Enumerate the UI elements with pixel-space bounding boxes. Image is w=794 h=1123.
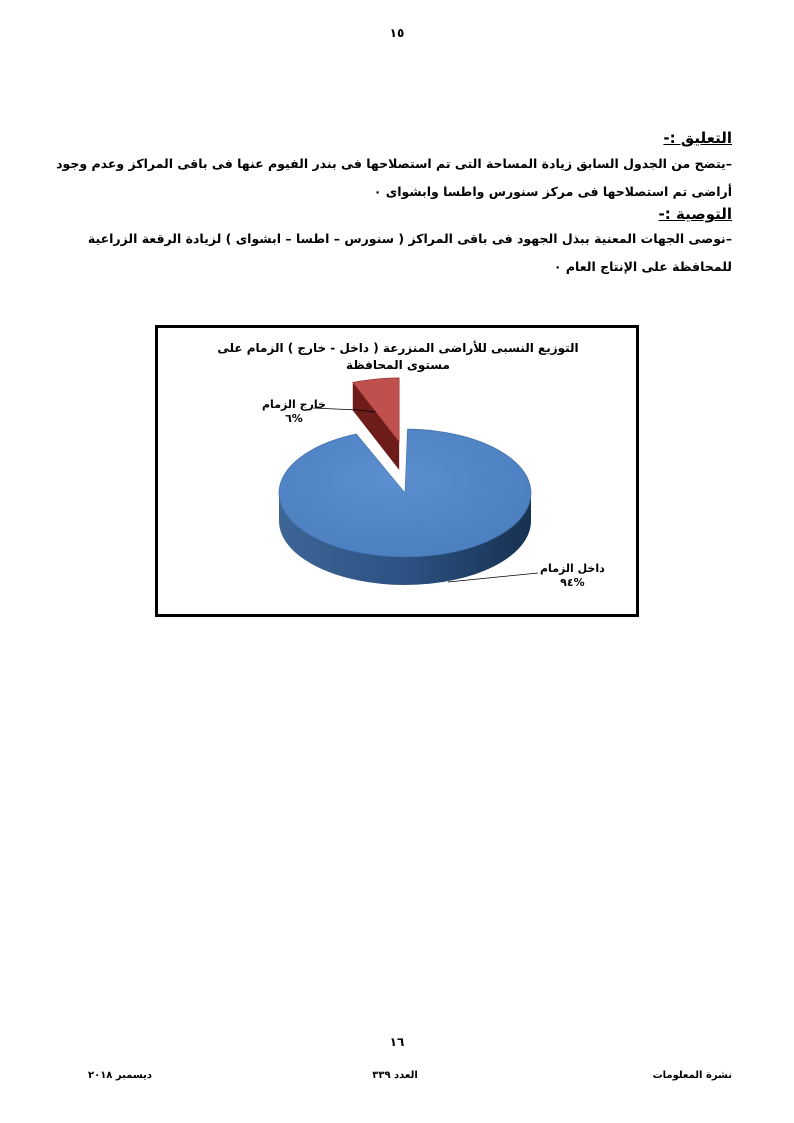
recommendation-text: –نوصى الجهات المعنية ببذل الجهود فى باقى المراكز ( سنورس – اطسا – ابشواى ) لزيادة الرقعة الزراعية للمحافظة على الإنتاج العام ٠ bbox=[87, 231, 732, 274]
pie-chart-frame bbox=[155, 325, 639, 617]
chart-title: التوزيع النسبى للأراضى المنزرعة ( داخل - خارج ) الزمام على مستوى المحافظة bbox=[217, 341, 579, 372]
slice-label-inside-value: %٩٤ bbox=[560, 576, 585, 589]
recommendation-heading: التوصية :- bbox=[658, 205, 732, 223]
page-number-bottom: ١٦ bbox=[389, 1035, 405, 1049]
footer-date: ديسمبر ٢٠١٨ bbox=[88, 1070, 152, 1081]
slice-label-inside-name: داخل الزمام bbox=[540, 562, 605, 575]
slice-label-inside bbox=[540, 562, 605, 590]
slice-label-outside-name: خارج الزمام bbox=[262, 398, 326, 411]
slice-label-outside bbox=[262, 398, 326, 426]
slice-label-outside-value: %٦ bbox=[285, 412, 303, 425]
comment-text: –يتضح من الجدول السابق زيادة المساحة التى تم استصلاحها فى بندر الفيوم عنها فى باقى المراكز وعدم وجود أراضى تم استصلاحها فى مركز سنورس واطسا وابشواى ٠ bbox=[56, 156, 732, 199]
page-number-top: ١٥ bbox=[389, 26, 405, 40]
footer-publication: نشرة المعلومات bbox=[652, 1070, 732, 1081]
footer-issue: العدد ٣٣٩ bbox=[372, 1070, 418, 1081]
comment-heading: التعليق :- bbox=[663, 129, 732, 147]
slice-inside bbox=[279, 429, 531, 557]
